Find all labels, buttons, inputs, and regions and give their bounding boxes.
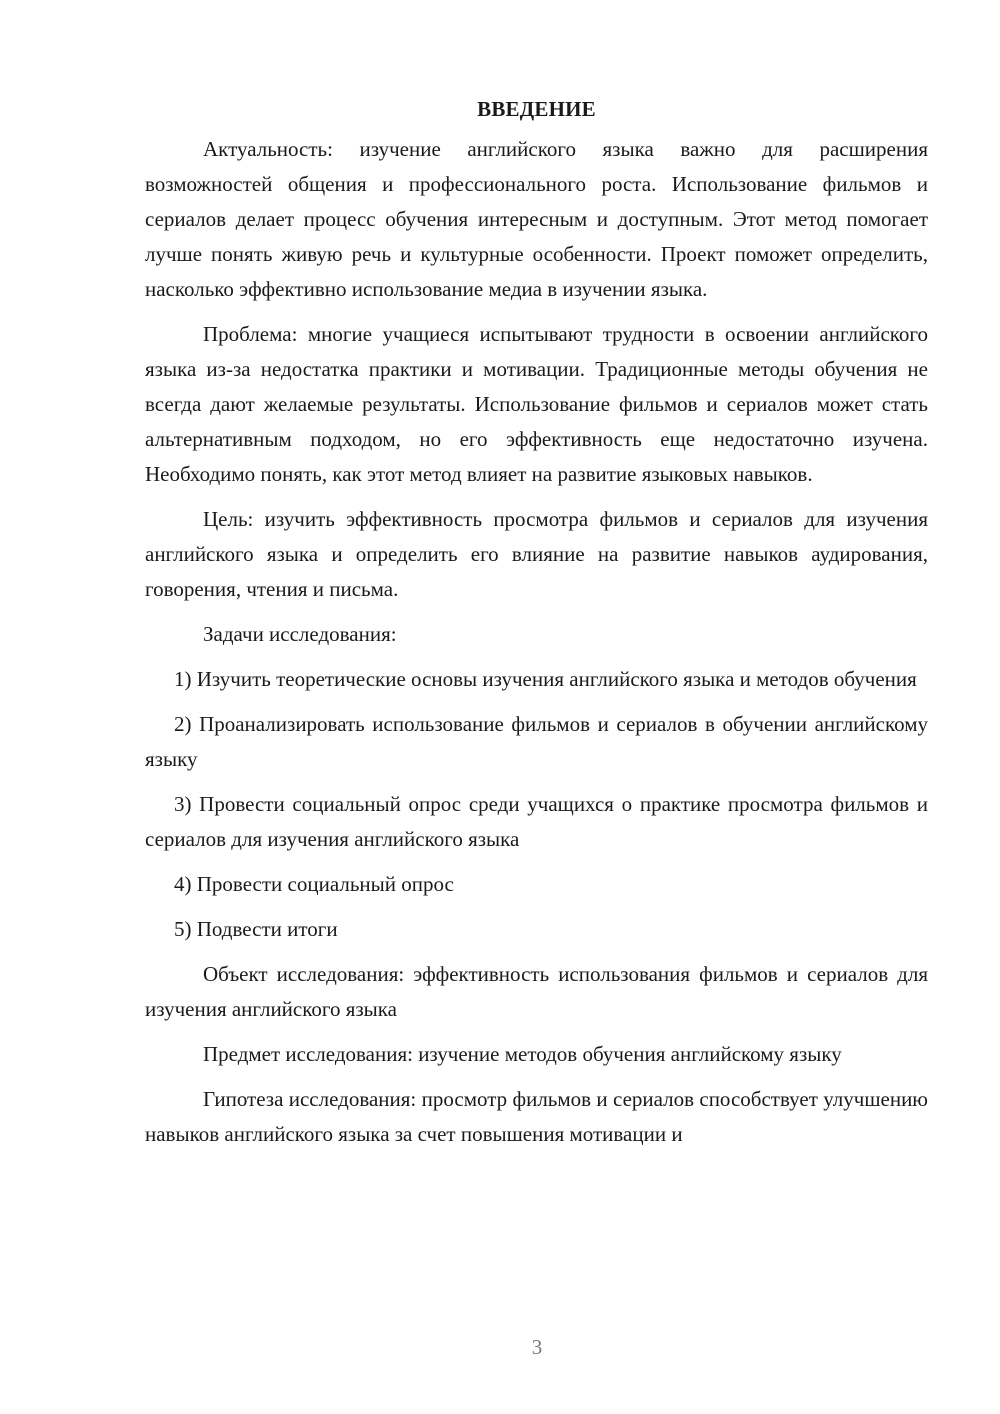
- task-item-5: 5) Подвести итоги: [174, 917, 338, 941]
- page-number: 3: [531, 1335, 543, 1359]
- paragraph-object: Объект исследования: эффективность использования фильмов и сериалов для изучения английского языка: [145, 962, 928, 1021]
- section-title: ВВЕДЕНИЕ: [477, 97, 596, 121]
- paragraph-tasks-heading: Задачи исследования:: [203, 622, 397, 646]
- paragraph-goal: Цель: изучить эффективность просмотра фильмов и сериалов для изучения английского языка и определить его влияние на развитие навыков аудирования, говорения, чтения и письма.: [145, 507, 928, 601]
- task-item-3: 3) Провести социальный опрос среди учащихся о практике просмотра фильмов и сериалов для изучения английского языка: [145, 792, 928, 851]
- document-page: [145, 92, 928, 1162]
- paragraph-problem: Проблема: многие учащиеся испытывают трудности в освоении английского языка из-за недостатка практики и мотивации. Традиционные методы обучения не всегда дают желаемые результаты. Использование фильмов и сериалов может стать альтернативным подходом, но его эффективность еще недостаточно изучена. Необходимо понять, как этот метод влияет на развитие языковых навыков.: [145, 322, 928, 486]
- paragraph-hypothesis: Гипотеза исследования: просмотр фильмов и сериалов способствует улучшению навыков английского языка за счет повышения мотивации и: [145, 1087, 928, 1146]
- paragraph-relevance: Актуальность: изучение английского языка важно для расширения возможностей общения и профессионального роста. Использование фильмов и сериалов делает процесс обучения интересным и доступным. Этот метод помогает лучше понять живую речь и культурные особенности. Проект поможет определить, насколько эффективно использование медиа в изучении языка.: [145, 137, 928, 301]
- task-item-2: 2) Проанализировать использование фильмов и сериалов в обучении английскому языку: [145, 712, 928, 771]
- paragraph-subject: Предмет исследования: изучение методов обучения английскому языку: [203, 1042, 842, 1066]
- task-item-4: 4) Провести социальный опрос: [174, 872, 454, 896]
- task-item-1: 1) Изучить теоретические основы изучения английского языка и методов обучения: [174, 667, 917, 691]
